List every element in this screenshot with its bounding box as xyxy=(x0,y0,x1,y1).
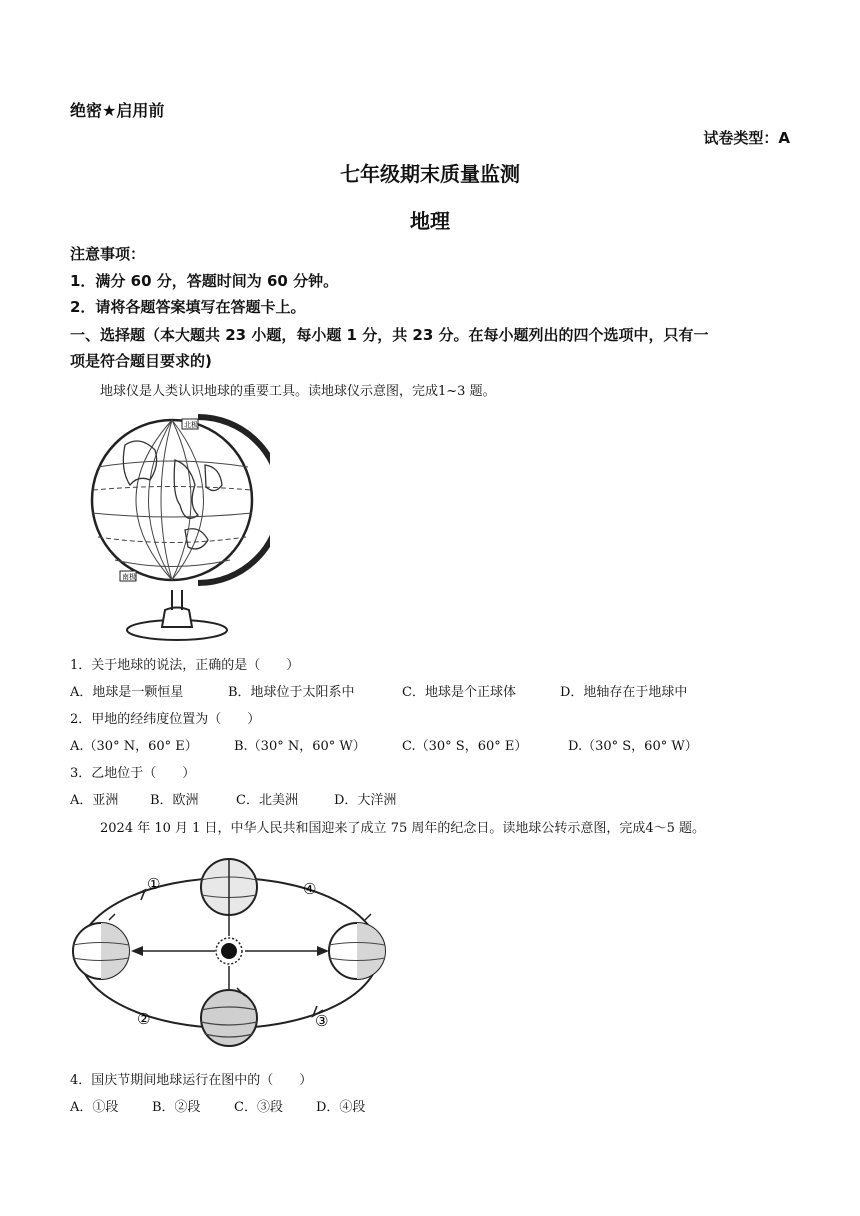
section-heading-cont: 项是符合题目要求的) xyxy=(70,352,212,370)
subject-title: 地理 xyxy=(410,209,450,233)
question-options xyxy=(70,735,698,754)
south-pole-label: 南极 xyxy=(122,573,136,581)
notes-heading: 注意事项： xyxy=(70,245,146,263)
question-options xyxy=(70,1096,365,1115)
question-stem: 3．乙地位于（ ） xyxy=(70,766,196,781)
question-stem: 1．关于地球的说法，正确的是（ ） xyxy=(70,658,300,673)
option: B.（30° N，60° W） xyxy=(234,739,366,754)
globe-figure xyxy=(80,405,270,645)
segment-label-1: ① xyxy=(147,875,161,893)
segment-label-3: ③ xyxy=(315,1012,329,1030)
intro-text: 地球仪是人类认识地球的重要工具。读地球仪示意图，完成1~3 题。 xyxy=(100,384,496,399)
intro-text: 2024 年 10 月 1 日，中华人民共和国迎来了成立 75 周年的纪念日。读地球公转示意图，完成4～5 题。 xyxy=(100,821,706,836)
option: B．地球位于太阳系中 xyxy=(228,685,355,700)
question-options xyxy=(70,789,396,808)
option: D．④段 xyxy=(316,1100,366,1115)
segment-label-4: ④ xyxy=(303,880,317,898)
segment-label-2: ② xyxy=(137,1010,151,1028)
note-item: 2．请将各题答案填写在答题卡上。 xyxy=(70,298,306,316)
north-pole-label: 北极 xyxy=(184,421,198,429)
option: D.（30° S，60° W） xyxy=(568,739,698,754)
option: A．①段 xyxy=(70,1100,119,1115)
note-item: 1．满分 60 分，答题时间为 60 分钟。 xyxy=(70,272,339,290)
option: A．亚洲 xyxy=(70,793,119,808)
option: D．地轴存在于地球中 xyxy=(560,685,688,700)
orbit-figure xyxy=(65,850,395,1060)
option: B．欧洲 xyxy=(150,793,199,808)
option: A．地球是一颗恒星 xyxy=(70,685,184,700)
question-stem: 2．甲地的经纬度位置为（ ） xyxy=(70,712,261,727)
section-heading: 一、选择题（本大题共 23 小题，每小题 1 分，共 23 分。在每小题列出的四个选项中，只有一 xyxy=(70,326,709,344)
option: D．大洋洲 xyxy=(334,793,397,808)
paper-type: 试卷类型：A xyxy=(703,129,790,147)
question-stem: 4．国庆节期间地球运行在图中的（ ） xyxy=(70,1073,313,1088)
option: C.（30° S，60° E） xyxy=(402,739,528,754)
option: A.（30° N，60° E） xyxy=(70,739,198,754)
exam-title: 七年级期末质量监测 xyxy=(340,162,520,186)
question-options xyxy=(70,681,687,700)
option: B．②段 xyxy=(152,1100,201,1115)
option: C．地球是个正球体 xyxy=(402,685,516,700)
option: C．北美洲 xyxy=(236,793,298,808)
confidential-mark: 绝密★启用前 xyxy=(70,101,165,120)
option: C．③段 xyxy=(234,1100,283,1115)
